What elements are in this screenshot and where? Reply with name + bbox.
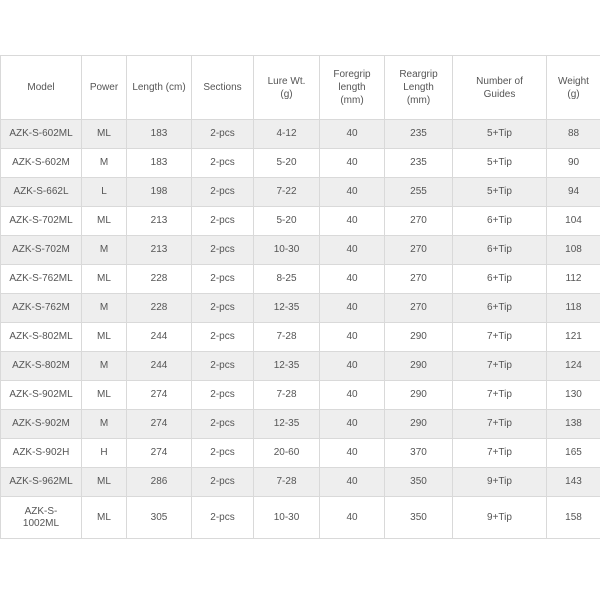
table-body <box>1 120 600 539</box>
table-row <box>1 207 600 236</box>
cell-reargrip: 270 <box>385 236 453 265</box>
cell-sections: 2-pcs <box>192 497 254 539</box>
cell-reargrip: 235 <box>385 120 453 149</box>
table-row <box>1 236 600 265</box>
cell-guides: 7+Tip <box>453 352 547 381</box>
table-row <box>1 381 600 410</box>
cell-lure-weight: 20-60 <box>254 439 320 468</box>
cell-weight: 88 <box>547 120 600 149</box>
cell-guides: 6+Tip <box>453 294 547 323</box>
cell-power: ML <box>82 323 127 352</box>
cell-reargrip: 350 <box>385 468 453 497</box>
cell-sections: 2-pcs <box>192 323 254 352</box>
cell-guides: 6+Tip <box>453 265 547 294</box>
header-power: Power <box>82 56 127 120</box>
cell-foregrip: 40 <box>320 439 385 468</box>
cell-model: AZK-S-762M <box>1 294 82 323</box>
cell-weight: 165 <box>547 439 600 468</box>
cell-model: AZK-S-902M <box>1 410 82 439</box>
cell-model: AZK-S-962ML <box>1 468 82 497</box>
cell-guides: 6+Tip <box>453 236 547 265</box>
header-foregrip-length: Foregrip length (mm) <box>320 56 385 120</box>
table-row <box>1 410 600 439</box>
cell-sections: 2-pcs <box>192 178 254 207</box>
cell-sections: 2-pcs <box>192 410 254 439</box>
header-weight: Weight (g) <box>547 56 600 120</box>
cell-power: ML <box>82 120 127 149</box>
cell-reargrip: 350 <box>385 497 453 539</box>
cell-guides: 9+Tip <box>453 497 547 539</box>
header-model: Model <box>1 56 82 120</box>
cell-lure-weight: 7-22 <box>254 178 320 207</box>
table-row <box>1 265 600 294</box>
table-row <box>1 120 600 149</box>
cell-foregrip: 40 <box>320 178 385 207</box>
cell-lure-weight: 5-20 <box>254 207 320 236</box>
cell-reargrip: 270 <box>385 294 453 323</box>
cell-length: 183 <box>127 120 192 149</box>
cell-foregrip: 40 <box>320 294 385 323</box>
cell-reargrip: 290 <box>385 323 453 352</box>
table-row <box>1 178 600 207</box>
cell-foregrip: 40 <box>320 120 385 149</box>
cell-weight: 112 <box>547 265 600 294</box>
cell-foregrip: 40 <box>320 381 385 410</box>
cell-power: ML <box>82 468 127 497</box>
cell-weight: 104 <box>547 207 600 236</box>
header-row <box>1 56 600 120</box>
cell-model: AZK-S-702ML <box>1 207 82 236</box>
cell-weight: 124 <box>547 352 600 381</box>
cell-sections: 2-pcs <box>192 149 254 178</box>
table-row <box>1 149 600 178</box>
table-row <box>1 439 600 468</box>
cell-power: ML <box>82 497 127 539</box>
cell-model: AZK-S-762ML <box>1 265 82 294</box>
header-reargrip-length: Reargrip Length (mm) <box>385 56 453 120</box>
cell-reargrip: 235 <box>385 149 453 178</box>
cell-model: AZK-S-602ML <box>1 120 82 149</box>
cell-lure-weight: 7-28 <box>254 323 320 352</box>
cell-weight: 108 <box>547 236 600 265</box>
cell-power: H <box>82 439 127 468</box>
cell-foregrip: 40 <box>320 323 385 352</box>
cell-sections: 2-pcs <box>192 381 254 410</box>
cell-guides: 5+Tip <box>453 178 547 207</box>
cell-lure-weight: 7-28 <box>254 381 320 410</box>
cell-power: L <box>82 178 127 207</box>
cell-model: AZK-S-902H <box>1 439 82 468</box>
cell-reargrip: 290 <box>385 381 453 410</box>
cell-sections: 2-pcs <box>192 439 254 468</box>
table-row <box>1 352 600 381</box>
cell-guides: 5+Tip <box>453 149 547 178</box>
cell-sections: 2-pcs <box>192 468 254 497</box>
cell-weight: 158 <box>547 497 600 539</box>
cell-power: ML <box>82 207 127 236</box>
cell-lure-weight: 10-30 <box>254 236 320 265</box>
cell-foregrip: 40 <box>320 207 385 236</box>
cell-foregrip: 40 <box>320 265 385 294</box>
cell-length: 274 <box>127 439 192 468</box>
cell-power: M <box>82 149 127 178</box>
cell-lure-weight: 10-30 <box>254 497 320 539</box>
cell-reargrip: 370 <box>385 439 453 468</box>
cell-foregrip: 40 <box>320 497 385 539</box>
cell-power: M <box>82 352 127 381</box>
cell-model: AZK-S-802ML <box>1 323 82 352</box>
cell-lure-weight: 8-25 <box>254 265 320 294</box>
cell-lure-weight: 5-20 <box>254 149 320 178</box>
cell-length: 244 <box>127 352 192 381</box>
cell-lure-weight: 12-35 <box>254 294 320 323</box>
cell-length: 274 <box>127 381 192 410</box>
cell-weight: 94 <box>547 178 600 207</box>
spec-table-container <box>0 55 600 539</box>
cell-length: 274 <box>127 410 192 439</box>
cell-guides: 6+Tip <box>453 207 547 236</box>
cell-model: AZK-S- 1002ML <box>1 497 82 539</box>
cell-foregrip: 40 <box>320 468 385 497</box>
cell-reargrip: 270 <box>385 207 453 236</box>
cell-length: 286 <box>127 468 192 497</box>
cell-guides: 7+Tip <box>453 410 547 439</box>
table-row <box>1 294 600 323</box>
cell-guides: 9+Tip <box>453 468 547 497</box>
table-row <box>1 323 600 352</box>
cell-reargrip: 290 <box>385 410 453 439</box>
cell-lure-weight: 12-35 <box>254 410 320 439</box>
cell-length: 305 <box>127 497 192 539</box>
header-lure-weight: Lure Wt. (g) <box>254 56 320 120</box>
cell-power: ML <box>82 381 127 410</box>
cell-guides: 7+Tip <box>453 439 547 468</box>
cell-power: M <box>82 236 127 265</box>
cell-reargrip: 270 <box>385 265 453 294</box>
cell-power: ML <box>82 265 127 294</box>
header-length: Length (cm) <box>127 56 192 120</box>
table-row <box>1 497 600 539</box>
cell-sections: 2-pcs <box>192 265 254 294</box>
cell-guides: 7+Tip <box>453 323 547 352</box>
cell-weight: 118 <box>547 294 600 323</box>
cell-reargrip: 255 <box>385 178 453 207</box>
cell-sections: 2-pcs <box>192 120 254 149</box>
cell-guides: 5+Tip <box>453 120 547 149</box>
cell-power: M <box>82 410 127 439</box>
cell-weight: 121 <box>547 323 600 352</box>
cell-length: 213 <box>127 207 192 236</box>
cell-reargrip: 290 <box>385 352 453 381</box>
cell-foregrip: 40 <box>320 236 385 265</box>
cell-sections: 2-pcs <box>192 207 254 236</box>
header-sections: Sections <box>192 56 254 120</box>
cell-guides: 7+Tip <box>453 381 547 410</box>
cell-model: AZK-S-662L <box>1 178 82 207</box>
cell-weight: 143 <box>547 468 600 497</box>
table-header <box>1 56 600 120</box>
cell-lure-weight: 7-28 <box>254 468 320 497</box>
cell-foregrip: 40 <box>320 149 385 178</box>
cell-power: M <box>82 294 127 323</box>
cell-length: 213 <box>127 236 192 265</box>
cell-model: AZK-S-702M <box>1 236 82 265</box>
cell-length: 244 <box>127 323 192 352</box>
rod-spec-table <box>0 55 600 539</box>
cell-length: 228 <box>127 294 192 323</box>
table-row <box>1 468 600 497</box>
cell-model: AZK-S-602M <box>1 149 82 178</box>
cell-weight: 130 <box>547 381 600 410</box>
cell-model: AZK-S-802M <box>1 352 82 381</box>
cell-length: 183 <box>127 149 192 178</box>
cell-model: AZK-S-902ML <box>1 381 82 410</box>
cell-foregrip: 40 <box>320 352 385 381</box>
cell-weight: 138 <box>547 410 600 439</box>
cell-weight: 90 <box>547 149 600 178</box>
cell-length: 198 <box>127 178 192 207</box>
cell-sections: 2-pcs <box>192 236 254 265</box>
cell-length: 228 <box>127 265 192 294</box>
header-number-of-guides: Number of Guides <box>453 56 547 120</box>
cell-lure-weight: 12-35 <box>254 352 320 381</box>
cell-lure-weight: 4-12 <box>254 120 320 149</box>
cell-sections: 2-pcs <box>192 352 254 381</box>
cell-foregrip: 40 <box>320 410 385 439</box>
cell-sections: 2-pcs <box>192 294 254 323</box>
